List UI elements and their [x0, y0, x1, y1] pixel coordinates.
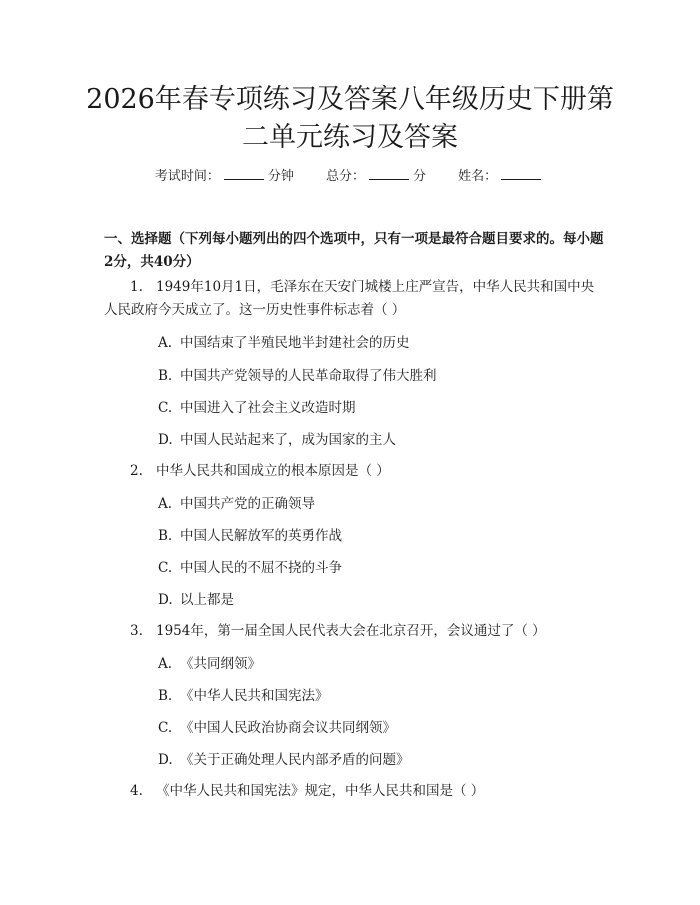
- doc-title-line-1: 2026年春专项练习及答案八年级历史下册第: [86, 84, 614, 115]
- option-letter: A.: [158, 335, 173, 351]
- student-name-blank: [501, 166, 541, 180]
- doc-title-line-2: 二单元练习及答案: [242, 122, 458, 153]
- option-text: 《共同纲领》: [180, 656, 261, 672]
- option-text: 以上都是: [180, 592, 234, 608]
- option-letter: B.: [158, 368, 173, 384]
- question-3-option-d: [158, 750, 410, 770]
- question-1: [104, 276, 604, 322]
- question-2-option-d: [158, 590, 234, 610]
- question-number: 2.: [130, 463, 143, 479]
- question-3-option-a: [158, 654, 261, 674]
- option-text: 中国共产党领导的人民革命取得了伟大胜利: [180, 368, 437, 384]
- exam-time: [155, 166, 294, 187]
- option-letter: D.: [158, 752, 173, 768]
- option-letter: A.: [158, 656, 173, 672]
- option-letter: B.: [158, 688, 173, 704]
- option-text: 《关于正确处理人民内部矛盾的问题》: [180, 752, 410, 768]
- question-4: [104, 780, 604, 803]
- question-1-option-b: [158, 366, 437, 386]
- question-3: [104, 620, 604, 643]
- option-text: 中国人民站起来了，成为国家的主人: [180, 432, 396, 448]
- question-1-option-a: [158, 333, 410, 353]
- total-score-blank: [369, 166, 409, 180]
- option-text: 中国共产党的正确领导: [180, 496, 315, 512]
- question-number: 4.: [130, 783, 143, 799]
- question-text: 中华人民共和国成立的根本原因是（ ）: [156, 463, 390, 479]
- option-letter: A.: [158, 496, 173, 512]
- option-letter: D.: [158, 432, 173, 448]
- student-name-label: 姓名：: [458, 169, 498, 184]
- option-letter: C.: [158, 720, 173, 736]
- total-score-label: 总分：: [325, 169, 365, 184]
- section-heading: 一、选择题（下列每小题列出的四个选项中，只有一项是最符合题目要求的。每小题2分，共40分）: [104, 231, 604, 270]
- total-score: [326, 166, 426, 187]
- option-text: 《中华人民共和国宪法》: [180, 688, 329, 704]
- question-2: [104, 460, 604, 483]
- question-1-option-c: [158, 398, 356, 418]
- question-number: 3.: [130, 623, 143, 639]
- exam-time-blank: [224, 166, 264, 180]
- question-1-option-d: [158, 430, 396, 450]
- option-letter: B.: [158, 528, 173, 544]
- question-2-option-b: [158, 526, 342, 546]
- question-2-option-c: [158, 558, 342, 578]
- exam-time-label: 考试时间：: [154, 169, 220, 184]
- question-3-option-c: [158, 718, 396, 738]
- option-text: 中国人民的不屈不挠的斗争: [180, 560, 342, 576]
- option-letter: D.: [158, 592, 173, 608]
- question-number: 1.: [130, 279, 143, 295]
- question-text: 《中华人民共和国宪法》规定，中华人民共和国是（ ）: [156, 783, 485, 799]
- student-name: [458, 166, 545, 187]
- question-2-option-a: [158, 494, 315, 514]
- exam-time-unit: 分钟: [267, 169, 294, 184]
- option-text: 中国人民解放军的英勇作战: [180, 528, 342, 544]
- option-letter: C.: [158, 560, 173, 576]
- option-text: 《中国人民政治协商会议共同纲领》: [180, 720, 396, 736]
- question-text: 1949年10月1日，毛泽东在天安门城楼上庄严宣告，中华人民共和国中央人民政府今天成立了。这一历史性事件标志着（ ）: [104, 279, 595, 318]
- option-text: 中国结束了半殖民地半封建社会的历史: [180, 335, 410, 351]
- exam-meta: [0, 166, 700, 187]
- question-text: 1954年，第一届全国人民代表大会在北京召开，会议通过了（ ）: [156, 623, 546, 639]
- option-letter: C.: [158, 400, 173, 416]
- total-score-unit: 分: [413, 169, 427, 184]
- question-3-option-b: [158, 686, 329, 706]
- option-text: 中国进入了社会主义改造时期: [180, 400, 356, 416]
